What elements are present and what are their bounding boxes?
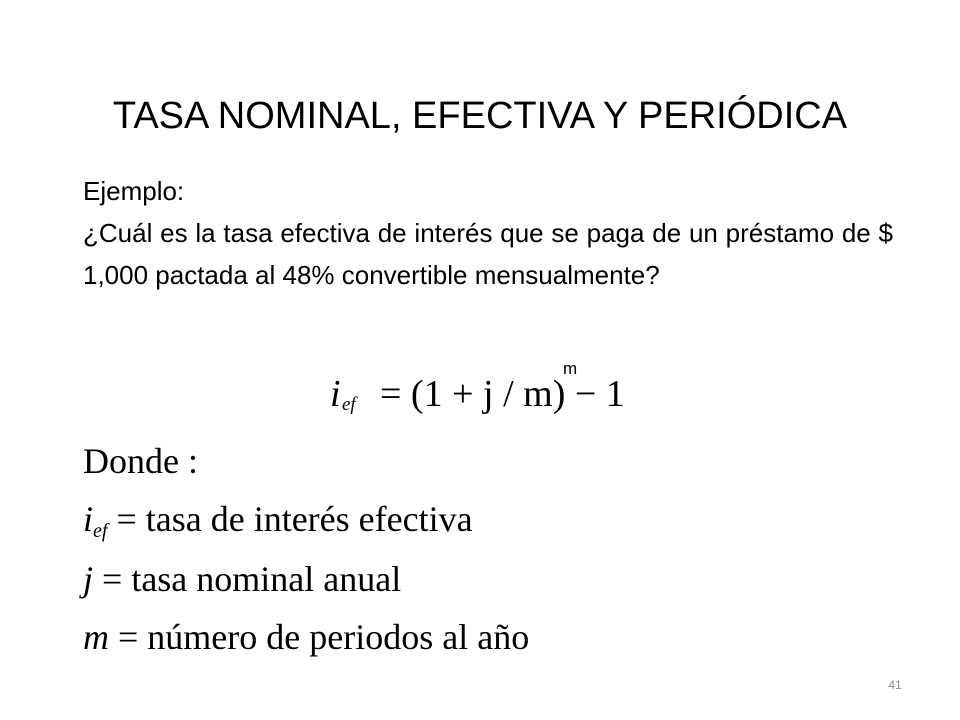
definition-text: = tasa nominal anual [102,559,402,599]
definition-effective-rate [83,498,473,543]
definition-periods [83,616,529,658]
example-body [83,170,893,296]
definition-subscript: ef [93,520,108,542]
definition-text: = tasa de interés efectiva [116,499,473,539]
effective-rate-formula [330,360,660,420]
formula-graphic [330,360,660,420]
formula-exponent: m [563,359,578,378]
formula-lhs-base: i [330,373,341,415]
definition-nominal-rate [83,558,401,600]
slide-title: TASA NOMINAL, EFECTIVA Y PERIÓDICA [112,95,848,137]
definition-symbol: i [83,499,94,539]
formula-lhs-subscript: ef [342,394,356,415]
definitions-heading: Donde : [83,441,198,481]
definition-text: = número de periodos al año [118,617,530,657]
formula-rhs: = (1 + j / m) − 1 [380,373,625,415]
example-label: Ejemplo: [83,176,185,206]
definition-symbol: j [83,559,94,599]
definition-symbol: m [83,617,109,657]
page-number: 41 [888,678,902,692]
example-question: ¿Cuál es la tasa efectiva de interés que se paga de un préstamo de $ 1,000 pactada al 48% convertible mensualmente? [83,218,893,290]
